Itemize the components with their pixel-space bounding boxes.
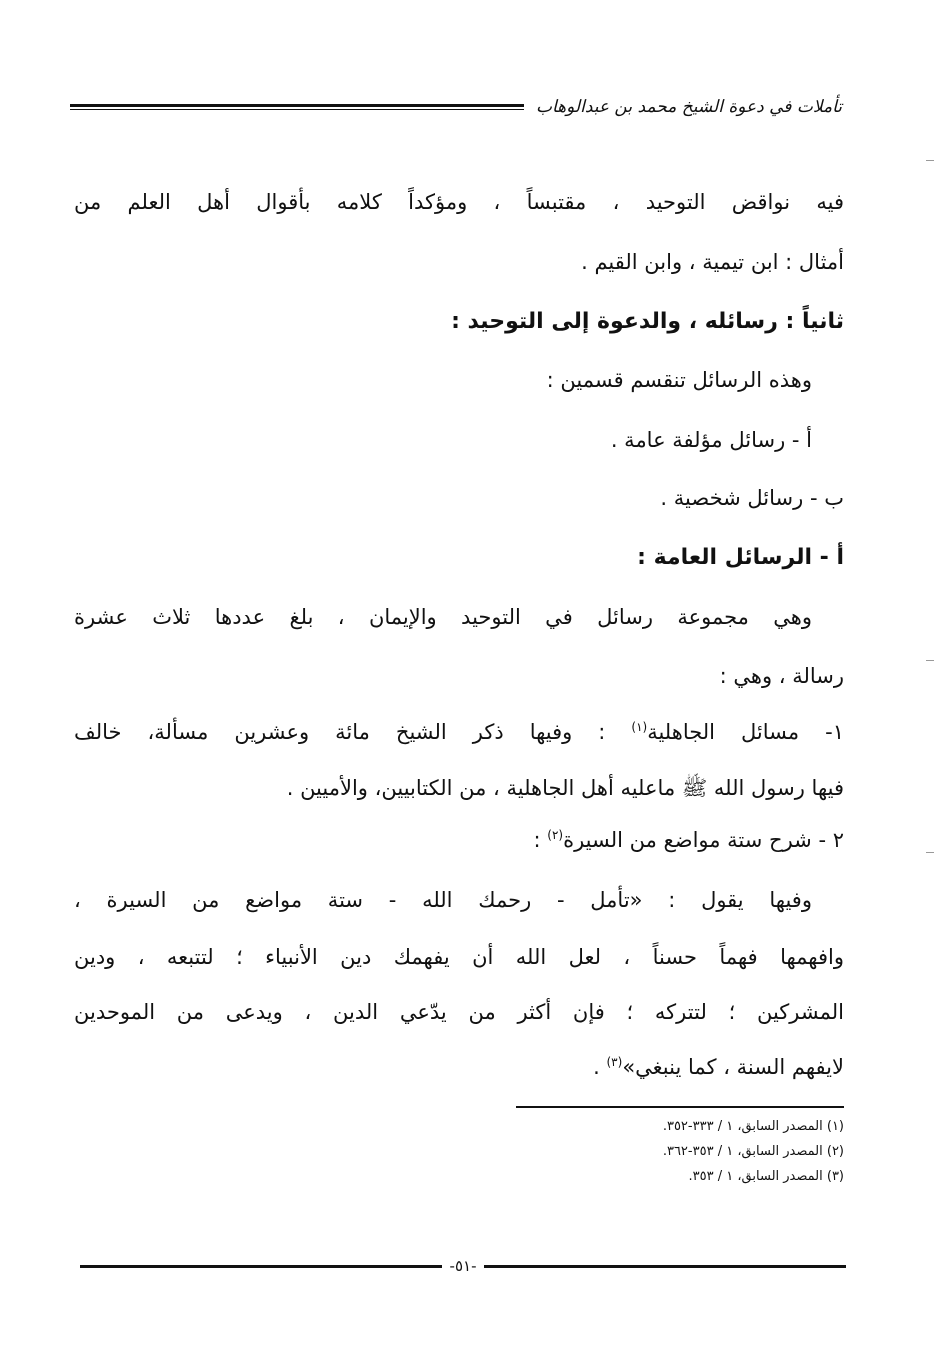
list-item-1-text: : وفيها ذكر الشيخ مائة وعشرين مسألة، خالف (74, 720, 632, 744)
footnote-3: (٣) المصدر السابق، ١ / ٣٥٣. (688, 1169, 844, 1184)
list-item-a: أ - رسائل مؤلفة عامة . (610, 428, 812, 452)
quote-line-4-end: . (593, 1055, 607, 1079)
footnote-separator (516, 1106, 844, 1108)
paragraph-line-4: وهي مجموعة رسائل في التوحيد والإيمان ، بلغ عددها ثلاث عشرة (74, 605, 812, 629)
footer-rule-right (484, 1265, 846, 1268)
quote-line-4 (74, 1055, 844, 1079)
header-rule (70, 104, 524, 110)
page-number: -٥١- (449, 1257, 477, 1275)
paragraph-line-3: وهذه الرسائل تنقسم قسمين : (546, 368, 812, 392)
list-item-1 (74, 720, 844, 744)
paragraph-line-2: أمثال : ابن تيمية ، وابن القيم . (581, 250, 844, 274)
list-item-1-title: ١- مسائل الجاهلية (647, 720, 844, 744)
subsection-heading-a: أ - الرسائل العامة : (637, 545, 844, 570)
scan-edge-mark (926, 852, 934, 853)
scan-edge-mark (926, 660, 934, 661)
footer-rule-left (80, 1265, 442, 1268)
list-item-2-colon: : (533, 828, 548, 852)
quote-line-3: المشركين ؛ لتتركه ؛ فإن أكثر من يدّعي الدين ، ويدعى من الموحدين (74, 1000, 844, 1024)
scan-edge-mark (926, 160, 934, 161)
footnote-marker-1: (١) (631, 720, 648, 734)
paragraph-line-5: رسالة ، وهي : (719, 664, 844, 688)
quote-line-1: وفيها يقول : «تأمل - رحمك الله - ستة مواضع من السيرة ، (74, 888, 812, 912)
quote-line-2: وافهمها فهماً حسناً ، لعل الله أن يفهمك دين الأنبياء ؛ لتتبعه ، ودين (74, 945, 844, 969)
section-heading-2: ثانياً : رسائله ، والدعوة إلى التوحيد : (451, 309, 844, 334)
book-title: تأملات في دعوة الشيخ محمد بن عبدالوهاب (536, 97, 842, 117)
footnote-marker-3: (٣) (606, 1055, 623, 1069)
list-item-2-title: ٢ - شرح ستة مواضع من السيرة (563, 828, 844, 852)
footnote-2: (٢) المصدر السابق، ١ / ٣٥٣-٣٦٢. (662, 1144, 844, 1159)
footnote-1: (١) المصدر السابق، ١ / ٣٣٣-٣٥٢. (662, 1119, 844, 1134)
page-footer (80, 1256, 846, 1276)
list-item-2 (74, 828, 844, 852)
paragraph-line-1: فيه نواقض التوحيد ، مقتبساً ، ومؤكداً كلامه بأقوال أهل العلم من (74, 190, 844, 214)
running-header (70, 92, 842, 122)
list-item-1-continued: فيها رسول الله ﷺ ماعليه أهل الجاهلية ، من الكتابيين، والأميين . (286, 776, 844, 800)
list-item-b: ب - رسائل شخصية . (660, 486, 844, 510)
footnote-marker-2: (٢) (547, 828, 564, 842)
quote-line-4-text: لايفهم السنة ، كما ينبغي» (622, 1055, 844, 1079)
